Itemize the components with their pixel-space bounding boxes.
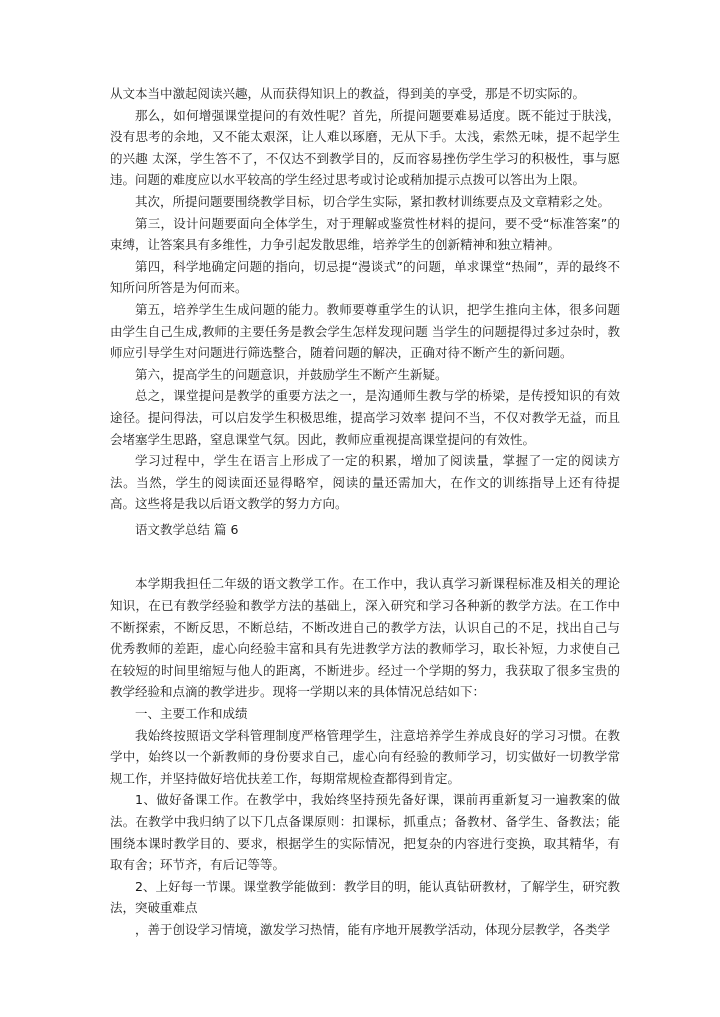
paragraph-8: 总之，课堂提问是教学的重要方法之一，是沟通师生教与学的桥梁，是传授知识的有效途径。提问得法，可以启发学生积极思维，提高学习效率 提问不当，不仅对教学无益，而且会堵塞学生思路，窒息课堂气氛。因此，教师应重视提高课堂提问的有效性。 <box>110 388 620 447</box>
paragraph-1: 从文本当中激起阅读兴趣，从而获得知识上的教益，得到美的享受，那是不切实际的。 <box>110 86 586 101</box>
paragraph-7: 第六，提高学生的问题意识，并鼓励学生不断产生新疑。 <box>135 366 448 382</box>
paragraph-9: 学习过程中，学生在语言上形成了一定的积累，增加了阅读量，掌握了一定的阅读方法。当然，学生的阅读面还显得略窄，阅读的量还需加大，在作文的训练指导上还有待提高。这些将是我以后语文教学的努力方向。 <box>110 453 620 512</box>
text-block-part1 <box>110 83 620 515</box>
section-title: 语文教学总结 篇 6 <box>135 521 239 537</box>
paragraph-12: 我始终按照语文学科管理制度严格管理学生，注意培养学生养成良好的学习习惯。在教学中，始终以一个新教师的身份要求自己，虚心向有经验的教师学习，切实做好一切教学常规工作，并坚持做好培优扶差工作，每期常规检查都得到肯定。 <box>110 727 620 786</box>
paragraph-11-subheading: 一、主要工作和成绩 <box>135 706 248 722</box>
spacer <box>110 540 620 573</box>
text-block-part2 <box>110 573 620 940</box>
paragraph-4: 第三，设计问题要面向全体学生，对于理解或鉴赏性材料的提问，要不受“标准答案”的束缚，让答案具有多维性，力争引起发散思维，培养学生的创新精神和独立精神。 <box>110 215 620 253</box>
paragraph-15: ，善于创设学习情境，激发学习热情，能有序地开展教学活动，体现分层教学，各类学 <box>135 921 611 937</box>
paragraph-5: 第四，科学地确定问题的指向，切忌提“漫谈式”的问题，单求课堂“热闹”，弄的最终不知所问所答是为何而来。 <box>110 258 620 296</box>
paragraph-3: 其次，所提问题要围绕教学目标，切合学生实际，紧扣教材训练要点及文章精彩之处。 <box>135 193 611 209</box>
paragraph-2: 那么，如何增强课堂提问的有效性呢？首先，所提问题要难易适度。既不能过于肤浅，没有思考的余地，又不能太艰深，让人难以琢磨，无从下手。太浅，索然无味，提不起学生的兴趣 太深，学生答不了，不仅达不到教学目的，反而容易挫伤学生学习的积极性，事与愿违。问题的难度应以水平较高的学生经过思考或讨论或稍加提示点拨可以答出为上限。 <box>110 107 620 188</box>
paragraph-10: 本学期我担任二年级的语文教学工作。在工作中，我认真学习新课程标准及相关的理论知识，在已有教学经验和教学方法的基础上，深入研究和学习各种新的教学方法。在工作中不断探索，不断反思，不断总结，不断改进自己的教学方法，认识自己的不足，找出自己与优秀教师的差距，虚心向经验丰富和具有先进教学方法的教师学习，取长补短，力求使自己在较短的时间里缩短与他人的距离，不断进步。经过一个学期的努力，我获取了很多宝贵的教学经验和点滴的教学进步。现将一学期以来的具体情况总结如下： <box>110 576 620 700</box>
document-page <box>110 83 620 941</box>
paragraph-6: 第五，培养学生生成问题的能力。教师要尊重学生的认识，把学生推向主体，很多问题由学生自己生成,教师的主要任务是教会学生怎样发现问题 当学生的问题提得过多过杂时，教师应引导学生对问题进行筛选整合，随着问题的解决，正确对待不断产生的新问题。 <box>110 301 620 361</box>
paragraph-14: 2、上好每一节课。课堂教学能做到：教学目的明，能认真钻研教材，了解学生，研究教法，突破重难点 <box>110 878 620 916</box>
paragraph-13: 1、做好备课工作。在教学中，我始终坚持预先备好课，课前再重新复习一遍教案的做法。在教学中我归纳了以下几点备课原则：扣课标，抓重点；备教材、备学生、备教法；能围绕本课时教学目的、要求，根据学生的实际情况，把复杂的内容进行变换，取其精华，有取有舍；环节齐，有后记等等。 <box>110 792 620 873</box>
